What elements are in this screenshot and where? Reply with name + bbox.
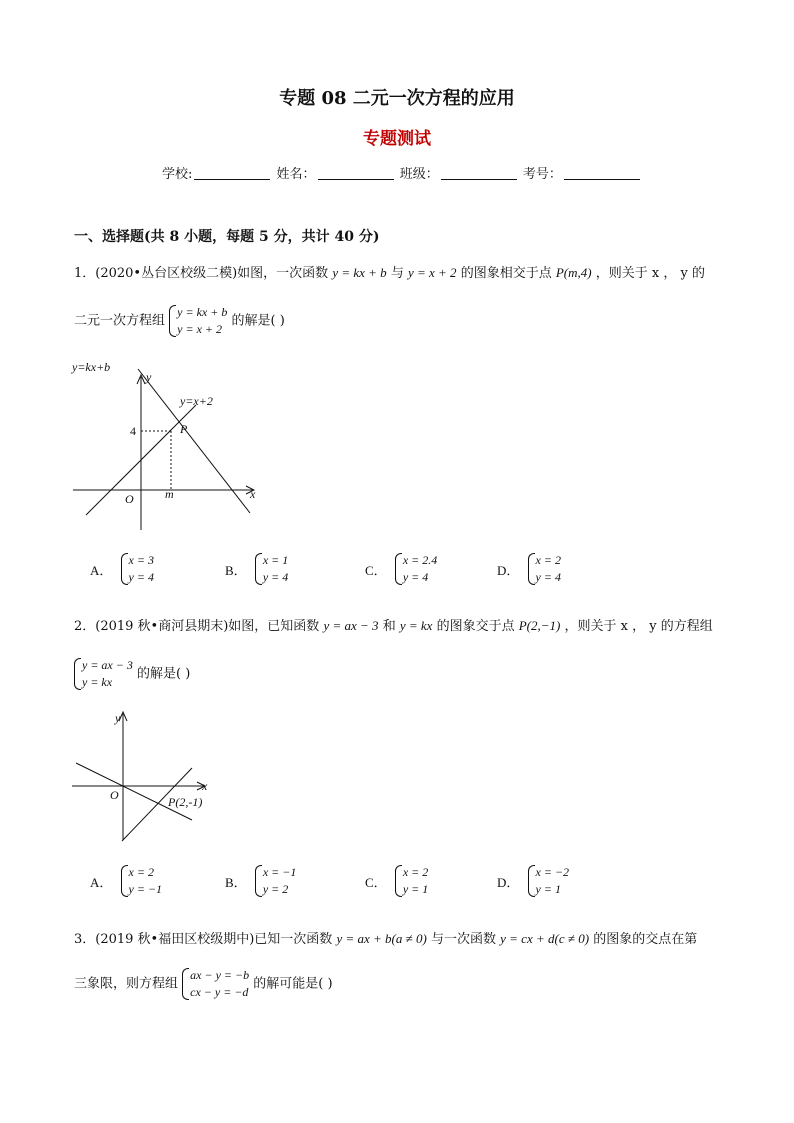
q2-line1 (74, 615, 713, 634)
q1-line1-post: ，则关于 x ， y 的 (595, 266, 705, 281)
q3-system-eq1: ax − y = −b (190, 968, 250, 982)
name-label: 姓名： (276, 167, 316, 182)
q1-option-d[interactable] (497, 552, 561, 586)
q3-line1-post: 的图象的交点在第 (593, 932, 698, 947)
q3-mid1: 与一次函数 (430, 932, 496, 947)
q2-option-d-system (528, 864, 570, 898)
q1-label-line1: y=kx+b (72, 360, 111, 374)
name-blank[interactable] (318, 166, 394, 180)
class-blank[interactable] (441, 166, 517, 180)
number-blank[interactable] (564, 166, 640, 180)
q2-option-b-x: x = −1 (262, 865, 297, 879)
q2-option-a[interactable] (90, 864, 162, 898)
q2-option-b-system (255, 864, 297, 898)
q1-option-c-y: y = 4 (402, 570, 429, 584)
q2-option-c-label: C． (365, 874, 387, 890)
q2-line1-post: ，则关于 x ， y 的方程组 (564, 619, 713, 634)
q1-point-label: P (180, 422, 188, 436)
q1-point: P(m,4) (555, 265, 592, 280)
q3-line1-pre: 3．(2019 秋•福田区校级期中)已知一次函数 (74, 932, 333, 947)
q1-option-d-label: D． (497, 562, 520, 578)
q2-option-b[interactable] (225, 864, 296, 898)
q1-option-b-x: x = 1 (262, 553, 289, 567)
q1-origin-label: O (125, 492, 134, 506)
q2-line2 (74, 657, 190, 691)
q1-option-a-system (121, 552, 154, 586)
q2-option-d-y: y = 1 (535, 882, 561, 896)
document-title: 专题 08 二元一次方程的应用 (279, 88, 515, 109)
q1-label-line2: y=x+2 (180, 394, 213, 408)
q1-line2 (74, 304, 285, 338)
q2-line-kx (76, 763, 192, 820)
q2-eq1: y = ax − 3 (323, 618, 379, 633)
q3-line2 (74, 967, 333, 1001)
q1-line2-pre: 二元一次方程组 (74, 313, 166, 329)
q1-x-axis-label: x (250, 487, 256, 501)
q2-system (74, 657, 133, 691)
q2-graph (68, 706, 228, 846)
q2-option-c-y: y = 1 (402, 882, 429, 896)
number-label: 考号： (522, 167, 562, 182)
q2-option-b-y: y = 2 (262, 882, 289, 896)
q2-option-d-x: x = −2 (535, 865, 570, 879)
school-blank[interactable] (194, 166, 270, 180)
q2-system-eq2: y = kx (82, 675, 113, 689)
q1-y-axis-label: y (146, 370, 152, 384)
q1-option-c-system (395, 552, 437, 586)
q2-x-axis-label: x (202, 779, 208, 793)
q3-line2-post: 的解可能是( ) (253, 976, 333, 992)
q1-eq2: y = x + 2 (407, 265, 457, 280)
q3-system (182, 967, 249, 1001)
q2-mid2: 的图象交于点 (436, 619, 515, 634)
q1-y-tick-label: 4 (130, 424, 136, 438)
q1-option-d-y: y = 4 (535, 570, 561, 584)
q2-system-eq1: y = ax − 3 (82, 658, 133, 672)
q1-mid2: 的图象相交于点 (460, 266, 552, 281)
q1-line1-pre: 1．(2020•丛台区校级二模)如图，一次函数 (74, 266, 329, 281)
q1-option-b-system (255, 552, 288, 586)
q1-eq1: y = kx + b (332, 265, 387, 280)
q2-option-a-system (121, 864, 163, 898)
q2-line1-pre: 2．(2019 秋•商河县期末)如图，已知函数 (74, 619, 320, 634)
q1-option-d-x: x = 2 (535, 553, 561, 567)
q1-system-eq1: y = kx + b (177, 305, 228, 319)
q3-eq2: y = cx + d(c ≠ 0) (500, 931, 590, 946)
class-label: 班级： (399, 167, 439, 182)
q2-eq2: y = kx (399, 618, 433, 633)
q2-option-c[interactable] (365, 864, 428, 898)
q2-option-d[interactable] (497, 864, 569, 898)
document-subtitle: 专题测试 (363, 129, 431, 149)
q2-point: P(2,−1) (518, 618, 561, 633)
q1-option-a[interactable] (90, 552, 154, 586)
q2-option-b-label: B． (225, 874, 247, 890)
q1-mid1: 与 (390, 266, 404, 281)
q1-option-a-x: x = 3 (128, 553, 154, 567)
q2-option-a-x: x = 2 (128, 865, 154, 879)
q2-option-c-x: x = 2 (402, 865, 429, 879)
q2-option-d-label: D． (497, 874, 520, 890)
q1-option-c-label: C． (365, 562, 387, 578)
q1-graph (68, 355, 268, 535)
q1-option-a-label: A． (90, 562, 113, 578)
q1-option-a-y: y = 4 (128, 570, 154, 584)
q1-option-d-system (528, 552, 561, 586)
q3-line1 (74, 928, 697, 947)
q1-option-b[interactable] (225, 552, 288, 586)
q2-option-a-label: A． (90, 874, 113, 890)
q1-x-tick-label: m (165, 487, 174, 501)
q3-line2-pre: 三象限，则方程组 (74, 976, 179, 992)
q2-line2-post: 的解是( ) (137, 666, 191, 682)
q1-line2-post: 的解是( ) (231, 313, 285, 329)
q1-line1 (74, 262, 705, 281)
school-label: 学校: (162, 167, 193, 182)
q1-system (169, 304, 227, 338)
q2-option-a-y: y = −1 (128, 882, 163, 896)
q2-origin-label: O (110, 788, 119, 802)
q2-point-label: P(2,-1) (168, 795, 203, 809)
q1-option-c[interactable] (365, 552, 437, 586)
q1-system-eq2: y = x + 2 (177, 322, 223, 336)
q1-option-b-y: y = 4 (262, 570, 289, 584)
q3-system-eq2: cx − y = −d (190, 985, 249, 999)
q1-option-b-label: B． (225, 562, 247, 578)
student-info-line (162, 163, 642, 182)
q2-option-c-system (395, 864, 428, 898)
q3-eq1: y = ax + b(a ≠ 0) (336, 931, 427, 946)
q2-mid1: 和 (382, 619, 396, 634)
q1-option-c-x: x = 2.4 (402, 553, 438, 567)
q2-y-axis-label: y (115, 711, 121, 725)
section-heading: 一、选择题(共 8 小题，每题 5 分，共计 40 分) (74, 229, 380, 245)
q1-line-kx-b (138, 369, 250, 513)
